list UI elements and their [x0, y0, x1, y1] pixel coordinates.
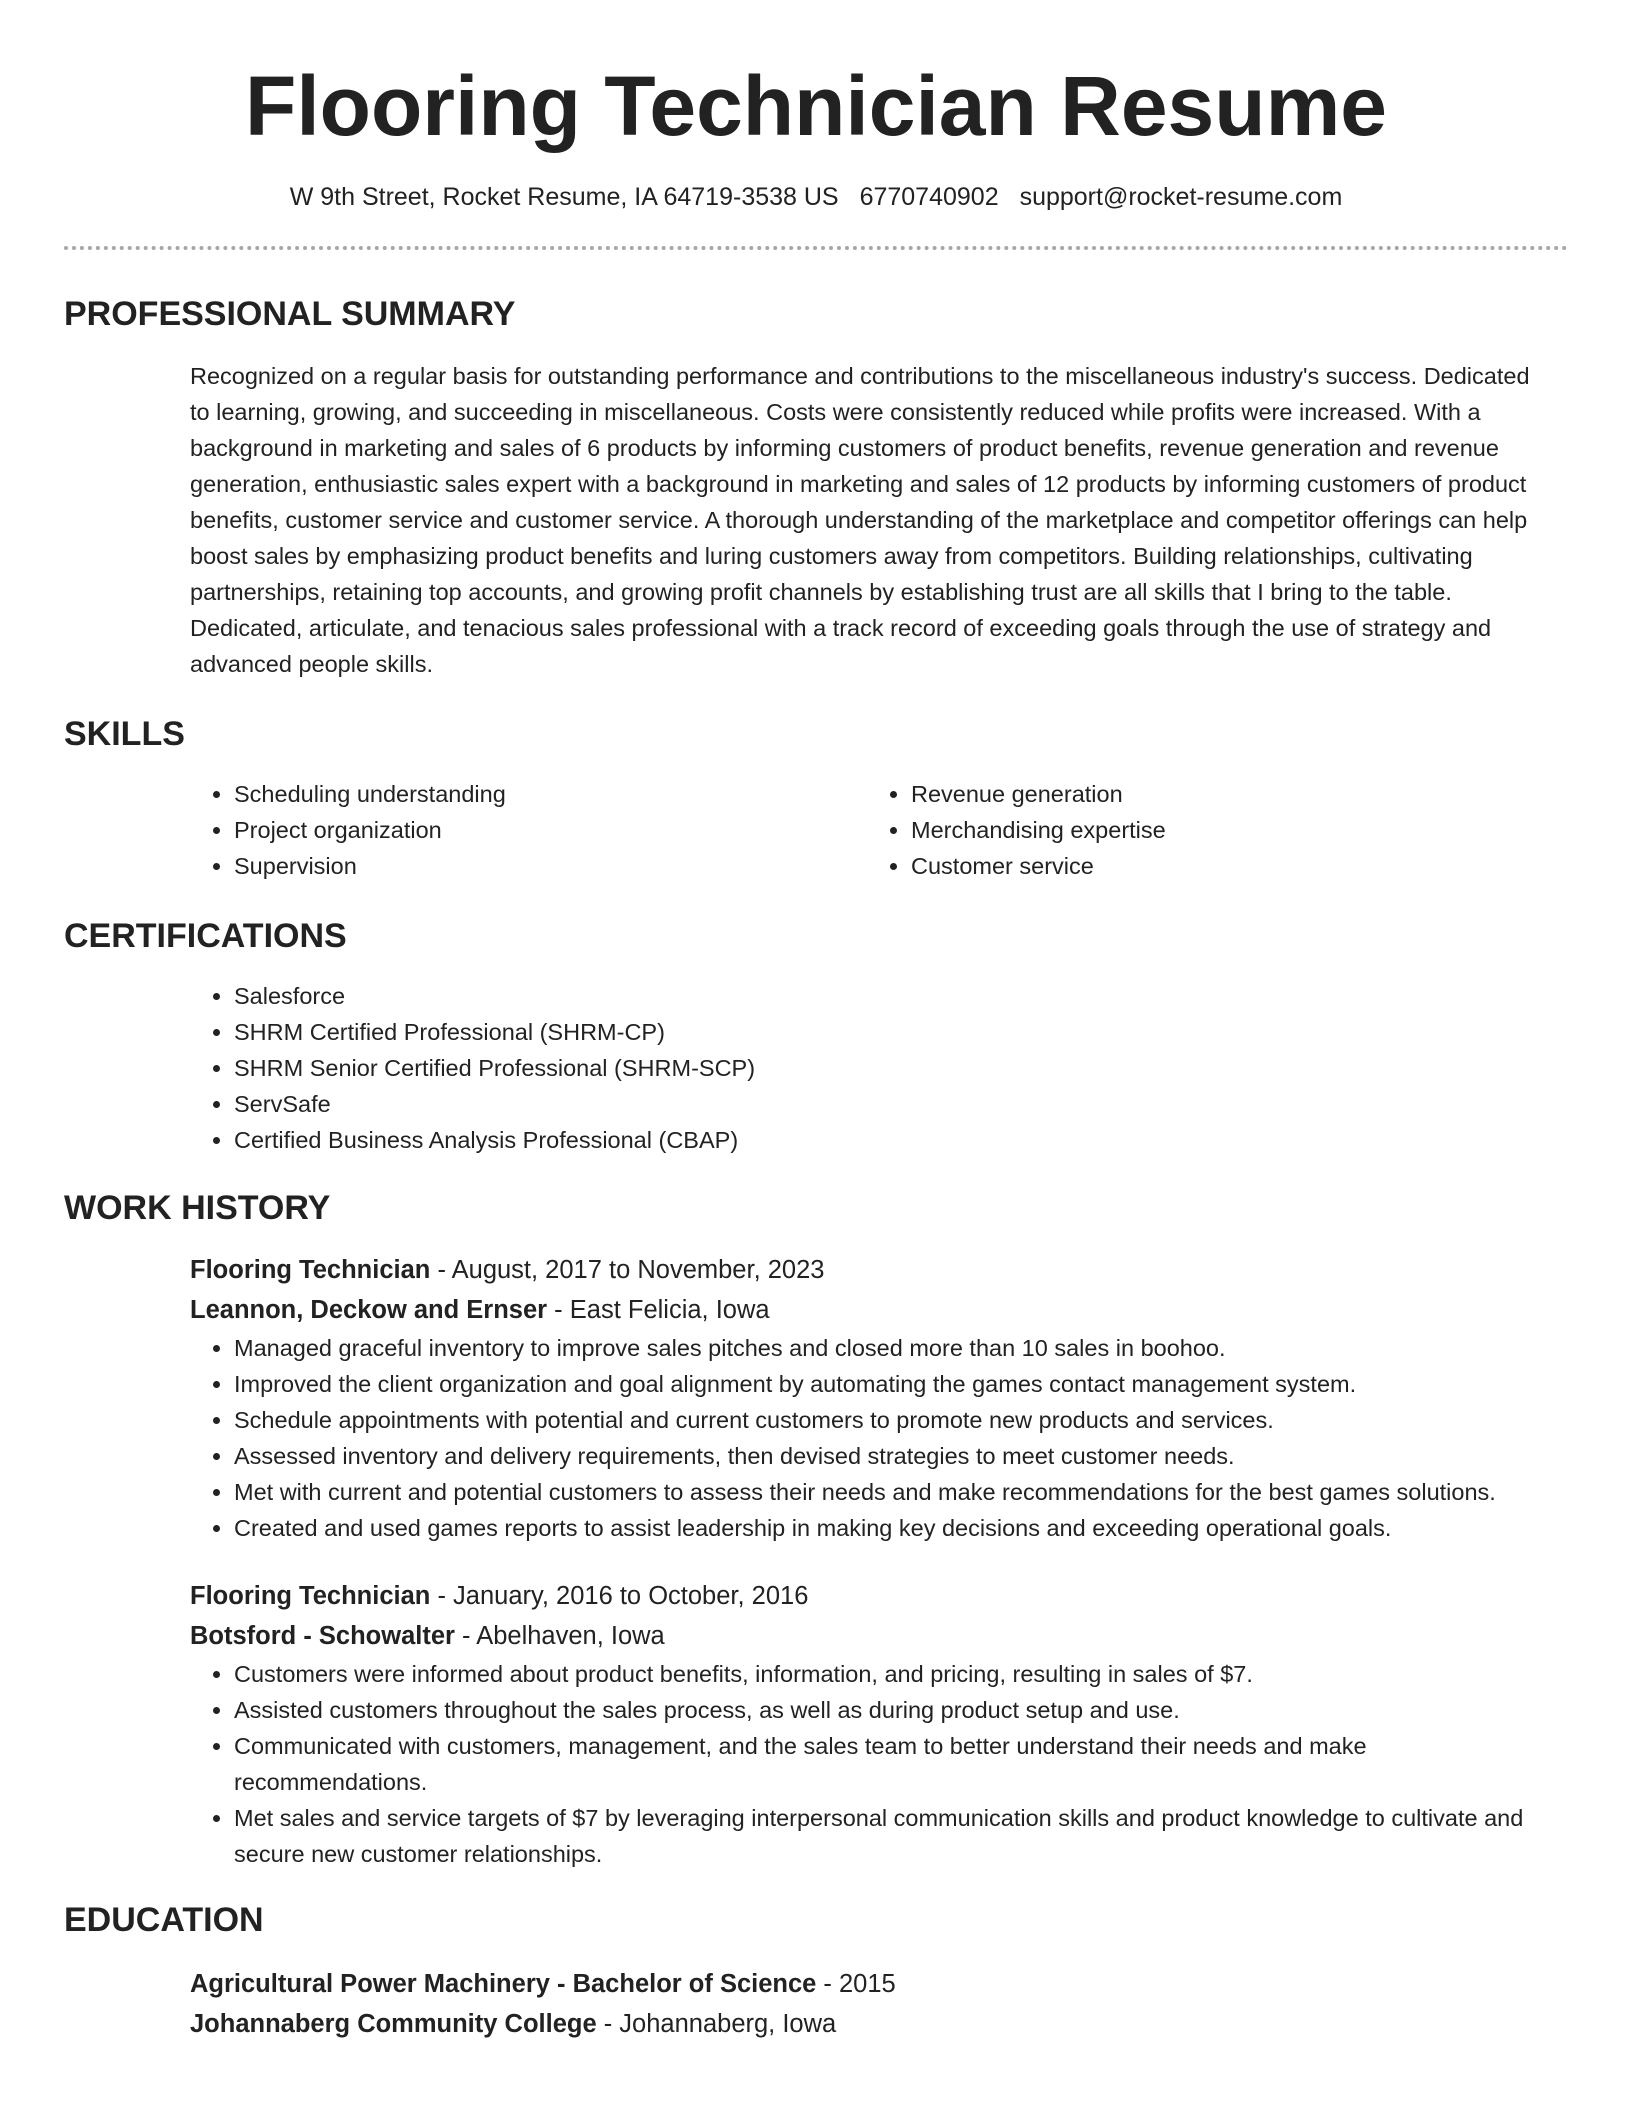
skill-item: • Project organization [234, 812, 867, 848]
contact-address: W 9th Street, Rocket Resume, IA 64719-3538 US [289, 183, 839, 211]
work-history-heading: WORK HISTORY [64, 1189, 331, 1227]
contact-line [64, 182, 1568, 212]
certification-item: • ServSafe [234, 1086, 1544, 1122]
job-duties-list [190, 1656, 1544, 1872]
job-company: Leannon, Deckow and Ernser [190, 1296, 548, 1324]
job-duty: • Assessed inventory and delivery requirements, then devised strategies to meet customer needs. [234, 1438, 1544, 1474]
job-title: Flooring Technician [190, 1256, 431, 1284]
certification-item: • SHRM Certified Professional (SHRM-CP) [234, 1014, 1544, 1050]
skills-column-right [867, 776, 1544, 884]
skill-item: • Merchandising expertise [911, 812, 1544, 848]
job-duty: • Schedule appointments with potential and current customers to promote new products and services. [234, 1402, 1544, 1438]
job-dates: - January, 2016 to October, 2016 [430, 1582, 809, 1610]
job-duty: • Assisted customers throughout the sales process, as well as during product setup and use. [234, 1692, 1544, 1728]
skill-item: • Scheduling understanding [234, 776, 867, 812]
certifications-list [190, 978, 1544, 1158]
summary-text: Recognized on a regular basis for outstanding performance and contributions to the miscellaneous industry's success. Dedicated to learning, growing, and succeeding in miscellaneous. Costs were consistently reduced while profits were increased. With a background in marketing and sales of 6 products by informing customers of product benefits, revenue generation and revenue generation, enthusiastic sales expert with a background in marketing and sales of 12 products by informing customers of product benefits, customer service and customer service. A thorough understanding of the marketplace and competitor offerings can help boost sales by emphasizing product benefits and luring customers away from competitors. Building relationships, cultivating partnerships, retaining top accounts, and growing profit channels by establishing trust are all skills that I bring to the table. Dedicated, articulate, and tenacious sales professional with a track record of exceeding goals through the use of strategy and advanced people skills. [190, 363, 1530, 677]
certification-item: • Certified Business Analysis Professional (CBAP) [234, 1122, 1544, 1158]
education-heading: EDUCATION [64, 1901, 264, 1939]
skills-list [190, 776, 1544, 884]
header-divider [64, 246, 1568, 250]
job-duty: • Customers were informed about product benefits, information, and pricing, resulting in sales of $7. [234, 1656, 1544, 1692]
job-duties-list [190, 1330, 1544, 1546]
education-year: - 2015 [816, 1970, 896, 1998]
education-degree-line [190, 1964, 1544, 2004]
education-degree: Agricultural Power Machinery - Bachelor of Science [190, 1970, 817, 1998]
job-title: Flooring Technician [190, 1582, 431, 1610]
certifications-heading: CERTIFICATIONS [64, 917, 347, 955]
job-company: Botsford - Schowalter [190, 1622, 455, 1650]
job-entry [190, 1576, 1544, 1872]
job-company-line [190, 1290, 1544, 1330]
job-duty: • Communicated with customers, management, and the sales team to better understand their needs and make recommendations. [234, 1728, 1544, 1800]
job-duty: • Improved the client organization and goal alignment by automating the games contact management system. [234, 1366, 1544, 1402]
education-location: - Johannaberg, Iowa [596, 2010, 837, 2038]
skill-item: • Revenue generation [911, 776, 1544, 812]
education-school-line [190, 2004, 1544, 2044]
job-duty: • Met sales and service targets of $7 by leveraging interpersonal communication skills and product knowledge to cultivate and secure new customer relationships. [234, 1800, 1544, 1872]
summary-heading: PROFESSIONAL SUMMARY [64, 295, 516, 333]
job-location: - Abelhaven, Iowa [454, 1622, 665, 1650]
certifications-section [190, 978, 1544, 1158]
skill-item: • Customer service [911, 848, 1544, 884]
job-duty: • Met with current and potential customers to assess their needs and make recommendations for the best games solutions. [234, 1474, 1544, 1510]
skills-heading: SKILLS [64, 715, 185, 753]
education-entry [190, 1964, 1544, 2044]
certification-item: • Salesforce [234, 978, 1544, 1014]
education-school: Johannaberg Community College [190, 2010, 597, 2038]
job-title-line [190, 1250, 1544, 1290]
contact-email: support@rocket-resume.com [1019, 183, 1343, 211]
job-title-line [190, 1576, 1544, 1616]
resume-title: Flooring Technician Resume [245, 59, 1387, 153]
certification-item: • SHRM Senior Certified Professional (SHRM-SCP) [234, 1050, 1544, 1086]
job-duty: • Managed graceful inventory to improve sales pitches and closed more than 10 sales in boohoo. [234, 1330, 1544, 1366]
summary-section [190, 358, 1544, 682]
job-company-line [190, 1616, 1544, 1656]
skill-item: • Supervision [234, 848, 867, 884]
job-duty: • Created and used games reports to assist leadership in making key decisions and exceeding operational goals. [234, 1510, 1544, 1546]
job-location: - East Felicia, Iowa [547, 1296, 770, 1324]
job-entry [190, 1250, 1544, 1546]
job-dates: - August, 2017 to November, 2023 [430, 1256, 825, 1284]
contact-phone: 6770740902 [859, 183, 999, 211]
skills-column-left [190, 776, 867, 884]
resume-page [64, 0, 1568, 2044]
